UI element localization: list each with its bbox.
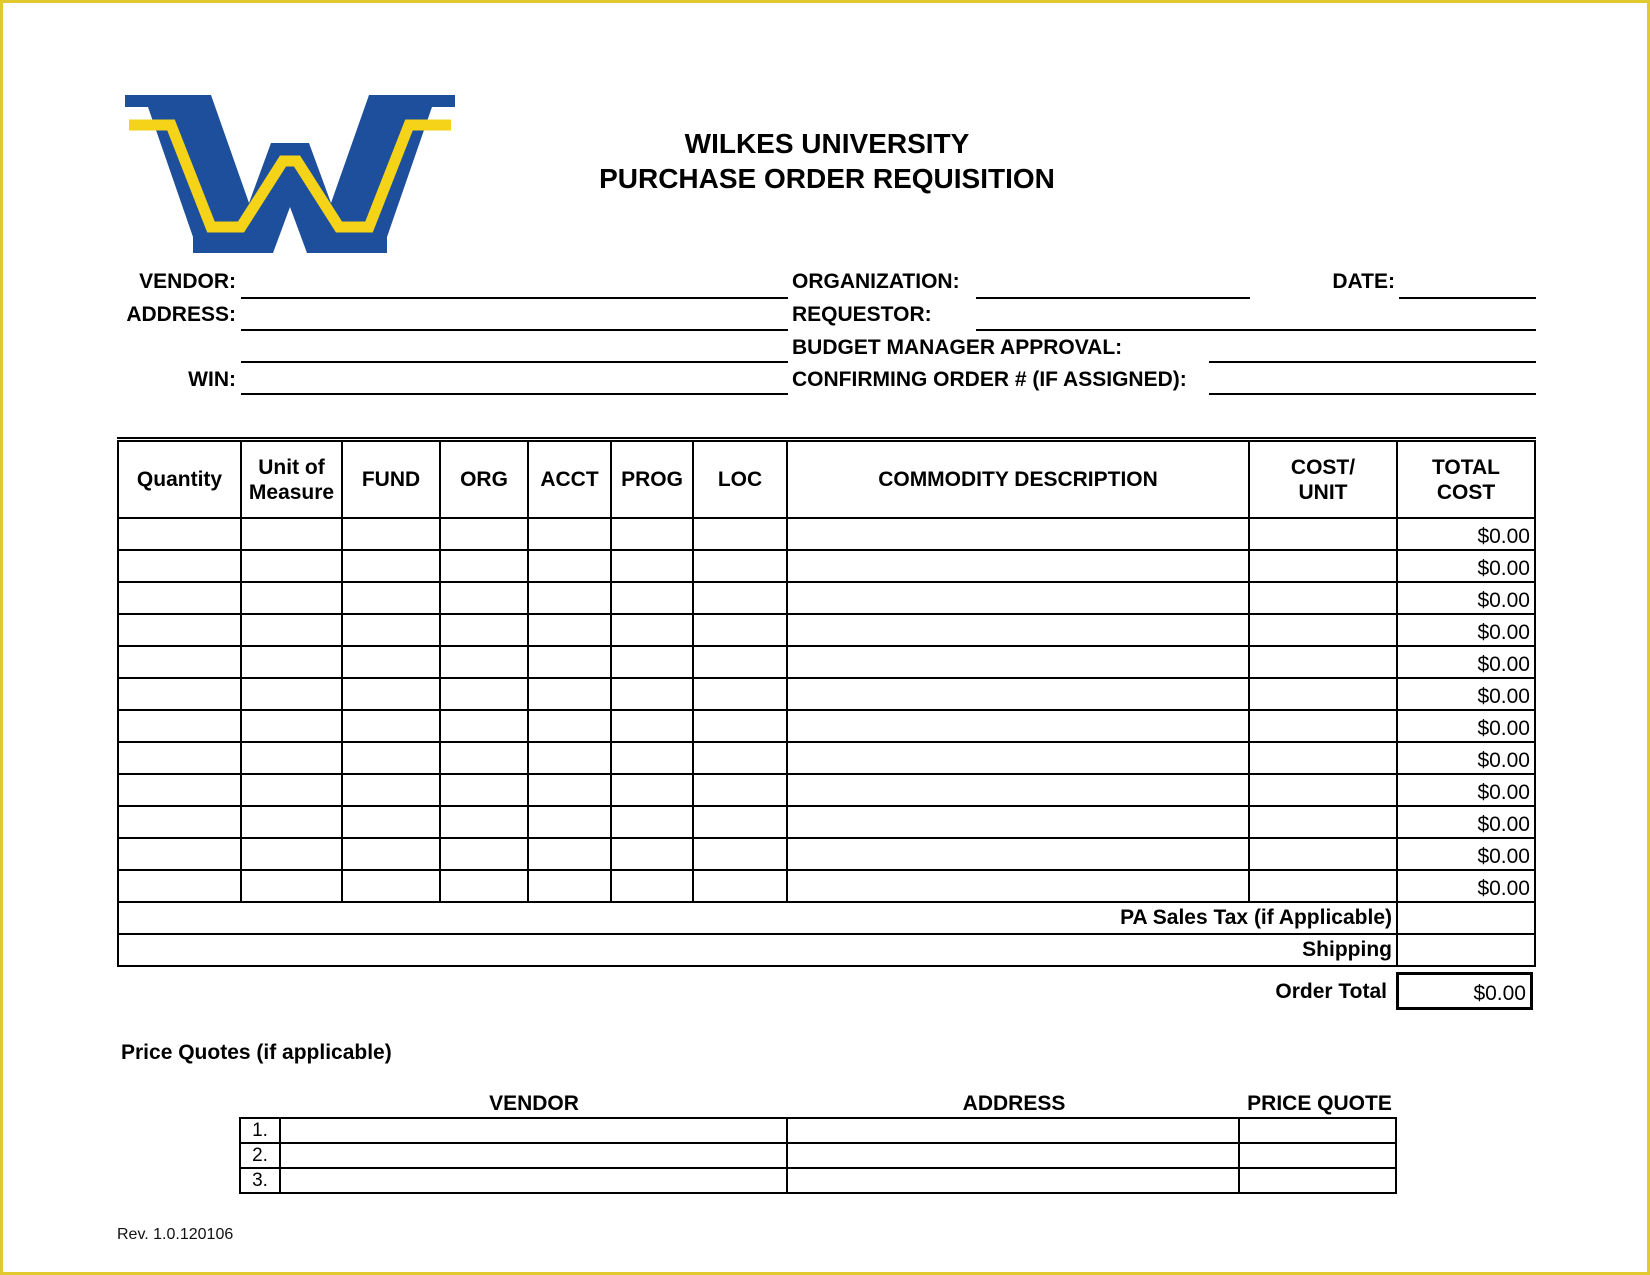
cell-cost-per-unit[interactable]: [1249, 582, 1397, 614]
header-org: ORG: [440, 440, 528, 519]
address-label: ADDRESS:: [126, 303, 236, 326]
line-items-table: [117, 437, 1536, 967]
cell-unit-of-measure[interactable]: [241, 774, 342, 806]
quote-row: [240, 1143, 1396, 1168]
cell-loc[interactable]: [693, 646, 787, 678]
cell-loc[interactable]: [693, 870, 787, 902]
cell-org[interactable]: [440, 774, 528, 806]
cell-cost-per-unit[interactable]: [1249, 646, 1397, 678]
header-quantity: Quantity: [118, 440, 241, 519]
cell-fund[interactable]: [342, 646, 440, 678]
budget-manager-approval-label: BUDGET MANAGER APPROVAL:: [792, 336, 1123, 359]
cell-commodity-description[interactable]: [787, 518, 1249, 550]
quotes-header-vendor: VENDOR: [489, 1092, 579, 1115]
cell-acct[interactable]: [528, 710, 611, 742]
cell-org[interactable]: [440, 838, 528, 870]
order-total-label: Order Total: [1275, 980, 1387, 1003]
cell-acct[interactable]: [528, 774, 611, 806]
cell-quantity[interactable]: [118, 518, 241, 550]
quote-cell-address[interactable]: [787, 1143, 1239, 1168]
cell-loc[interactable]: [693, 710, 787, 742]
header-unit-of-measure: [241, 440, 342, 519]
shipping-value-cell[interactable]: [1397, 934, 1535, 966]
cell-fund[interactable]: [342, 518, 440, 550]
cell-quantity[interactable]: [118, 614, 241, 646]
sales-tax-row: [118, 902, 1535, 934]
shipping-row: [118, 934, 1535, 966]
cell-commodity-description[interactable]: [787, 806, 1249, 838]
organization-line[interactable]: [976, 297, 1250, 299]
header-cost-per-unit-text: COST/ UNIT: [1290, 455, 1356, 504]
cell-commodity-description[interactable]: [787, 710, 1249, 742]
quote-cell-price-quote[interactable]: [1239, 1168, 1396, 1193]
cell-loc[interactable]: [693, 582, 787, 614]
vendor-line[interactable]: [241, 297, 788, 299]
revision-label: Rev. 1.0.120106: [117, 1226, 234, 1243]
cell-prog[interactable]: [611, 774, 693, 806]
quotes-header-address: ADDRESS: [962, 1092, 1066, 1115]
cell-total-cost: $0.00: [1397, 774, 1535, 806]
cell-cost-per-unit[interactable]: [1249, 870, 1397, 902]
cell-commodity-description[interactable]: [787, 870, 1249, 902]
cell-fund[interactable]: [342, 550, 440, 582]
cell-loc[interactable]: [693, 806, 787, 838]
cell-commodity-description[interactable]: [787, 838, 1249, 870]
cell-quantity[interactable]: [118, 710, 241, 742]
quote-cell-address[interactable]: [787, 1168, 1239, 1193]
cell-org[interactable]: [440, 646, 528, 678]
cell-fund[interactable]: [342, 774, 440, 806]
cell-loc[interactable]: [693, 742, 787, 774]
cell-prog[interactable]: [611, 582, 693, 614]
table-row: [118, 518, 1535, 550]
cell-prog[interactable]: [611, 518, 693, 550]
table-row: [118, 710, 1535, 742]
cell-quantity[interactable]: [118, 870, 241, 902]
cell-cost-per-unit[interactable]: [1249, 678, 1397, 710]
table-row: [118, 582, 1535, 614]
cell-org[interactable]: [440, 614, 528, 646]
quote-cell-price-quote[interactable]: [1239, 1143, 1396, 1168]
address-line-1[interactable]: [241, 329, 788, 331]
quote-row: [240, 1168, 1396, 1193]
cell-total-cost: $0.00: [1397, 870, 1535, 902]
cell-unit-of-measure[interactable]: [241, 806, 342, 838]
cell-acct[interactable]: [528, 646, 611, 678]
cell-prog[interactable]: [611, 806, 693, 838]
table-row: [118, 678, 1535, 710]
table-row: [118, 774, 1535, 806]
cell-org[interactable]: [440, 870, 528, 902]
cell-cost-per-unit[interactable]: [1249, 774, 1397, 806]
cell-unit-of-measure[interactable]: [241, 870, 342, 902]
cell-commodity-description[interactable]: [787, 678, 1249, 710]
cell-total-cost: $0.00: [1397, 806, 1535, 838]
header-commodity-description: COMMODITY DESCRIPTION: [787, 440, 1249, 519]
cell-org[interactable]: [440, 806, 528, 838]
table-row: [118, 646, 1535, 678]
header-cost-per-unit: [1249, 440, 1397, 519]
cell-total-cost: $0.00: [1397, 710, 1535, 742]
cell-fund[interactable]: [342, 806, 440, 838]
cell-org[interactable]: [440, 742, 528, 774]
cell-unit-of-measure[interactable]: [241, 614, 342, 646]
cell-fund[interactable]: [342, 710, 440, 742]
cell-total-cost: $0.00: [1397, 646, 1535, 678]
logo-blue-shape: [125, 95, 455, 253]
cell-prog[interactable]: [611, 646, 693, 678]
quote-cell-vendor[interactable]: [280, 1118, 787, 1143]
sales-tax-label: PA Sales Tax (if Applicable): [118, 902, 1397, 934]
cell-loc[interactable]: [693, 550, 787, 582]
cell-total-cost: $0.00: [1397, 550, 1535, 582]
cell-fund[interactable]: [342, 614, 440, 646]
cell-prog[interactable]: [611, 742, 693, 774]
cell-unit-of-measure[interactable]: [241, 582, 342, 614]
header-loc: LOC: [693, 440, 787, 519]
table-row: [118, 742, 1535, 774]
quote-row-number: 2.: [240, 1143, 280, 1168]
price-quotes-title: Price Quotes (if applicable): [121, 1041, 392, 1064]
cell-total-cost: $0.00: [1397, 678, 1535, 710]
cell-acct[interactable]: [528, 614, 611, 646]
cell-acct[interactable]: [528, 678, 611, 710]
win-label: WIN:: [188, 368, 236, 391]
cell-commodity-description[interactable]: [787, 550, 1249, 582]
cell-fund[interactable]: [342, 678, 440, 710]
table-row: [118, 614, 1535, 646]
quotes-header-price-quote: PRICE QUOTE: [1247, 1092, 1392, 1115]
cell-prog[interactable]: [611, 838, 693, 870]
cell-acct[interactable]: [528, 838, 611, 870]
cell-unit-of-measure[interactable]: [241, 678, 342, 710]
cell-quantity[interactable]: [118, 838, 241, 870]
cell-acct[interactable]: [528, 806, 611, 838]
cell-prog[interactable]: [611, 870, 693, 902]
requestor-line[interactable]: [976, 329, 1536, 331]
price-quotes-table: [239, 1117, 1397, 1194]
budget-manager-approval-line[interactable]: [1209, 361, 1536, 363]
cell-quantity[interactable]: [118, 678, 241, 710]
win-line[interactable]: [241, 393, 788, 395]
cell-commodity-description[interactable]: [787, 646, 1249, 678]
cell-cost-per-unit[interactable]: [1249, 806, 1397, 838]
cell-total-cost: $0.00: [1397, 614, 1535, 646]
quote-row-number: 1.: [240, 1118, 280, 1143]
table-row: [118, 806, 1535, 838]
cell-cost-per-unit[interactable]: [1249, 742, 1397, 774]
table-row: [118, 838, 1535, 870]
cell-org[interactable]: [440, 678, 528, 710]
cell-org[interactable]: [440, 710, 528, 742]
header-unit-of-measure-text: Unit of Measure: [248, 455, 335, 504]
address-line-2[interactable]: [241, 361, 788, 363]
cell-prog[interactable]: [611, 614, 693, 646]
cell-unit-of-measure[interactable]: [241, 646, 342, 678]
cell-cost-per-unit[interactable]: [1249, 518, 1397, 550]
header-total-cost-text: TOTAL COST: [1431, 455, 1501, 504]
cell-loc[interactable]: [693, 678, 787, 710]
cell-acct[interactable]: [528, 742, 611, 774]
cell-loc[interactable]: [693, 614, 787, 646]
header-acct: ACCT: [528, 440, 611, 519]
quote-row-number: 3.: [240, 1168, 280, 1193]
organization-label: ORGANIZATION:: [792, 270, 960, 293]
cell-acct[interactable]: [528, 582, 611, 614]
cell-acct[interactable]: [528, 518, 611, 550]
cell-quantity[interactable]: [118, 742, 241, 774]
cell-fund[interactable]: [342, 838, 440, 870]
cell-acct[interactable]: [528, 870, 611, 902]
cell-total-cost: $0.00: [1397, 742, 1535, 774]
cell-prog[interactable]: [611, 710, 693, 742]
quote-cell-price-quote[interactable]: [1239, 1118, 1396, 1143]
cell-quantity[interactable]: [118, 550, 241, 582]
cell-quantity[interactable]: [118, 646, 241, 678]
sales-tax-value-cell[interactable]: [1397, 902, 1535, 934]
cell-cost-per-unit[interactable]: [1249, 550, 1397, 582]
cell-unit-of-measure[interactable]: [241, 742, 342, 774]
date-line[interactable]: [1399, 297, 1536, 299]
cell-total-cost: $0.00: [1397, 518, 1535, 550]
cell-loc[interactable]: [693, 838, 787, 870]
cell-quantity[interactable]: [118, 806, 241, 838]
cell-commodity-description[interactable]: [787, 582, 1249, 614]
order-total-value: $0.00: [1396, 972, 1533, 1010]
cell-quantity[interactable]: [118, 582, 241, 614]
cell-commodity-description[interactable]: [787, 614, 1249, 646]
cell-unit-of-measure[interactable]: [241, 838, 342, 870]
quote-cell-vendor[interactable]: [280, 1143, 787, 1168]
confirming-order-label: CONFIRMING ORDER # (IF ASSIGNED):: [792, 368, 1187, 391]
cell-unit-of-measure[interactable]: [241, 518, 342, 550]
cell-org[interactable]: [440, 582, 528, 614]
cell-commodity-description[interactable]: [787, 742, 1249, 774]
cell-unit-of-measure[interactable]: [241, 550, 342, 582]
table-header-row: [118, 440, 1535, 519]
header-total-cost: [1397, 440, 1535, 519]
vendor-label: VENDOR:: [139, 270, 236, 293]
cell-org[interactable]: [440, 550, 528, 582]
cell-cost-per-unit[interactable]: [1249, 838, 1397, 870]
university-name: WILKES UNIVERSITY: [684, 128, 970, 159]
cell-unit-of-measure[interactable]: [241, 710, 342, 742]
cell-loc[interactable]: [693, 518, 787, 550]
cell-quantity[interactable]: [118, 774, 241, 806]
cell-prog[interactable]: [611, 550, 693, 582]
confirming-order-line[interactable]: [1209, 393, 1536, 395]
cell-fund[interactable]: [342, 870, 440, 902]
shipping-label: Shipping: [118, 934, 1397, 966]
cell-fund[interactable]: [342, 582, 440, 614]
form-title: PURCHASE ORDER REQUISITION: [599, 163, 1055, 194]
table-row: [118, 550, 1535, 582]
cell-acct[interactable]: [528, 550, 611, 582]
requestor-label: REQUESTOR:: [792, 303, 932, 326]
cell-prog[interactable]: [611, 678, 693, 710]
cell-commodity-description[interactable]: [787, 774, 1249, 806]
quote-cell-vendor[interactable]: [280, 1168, 787, 1193]
header-prog: PROG: [611, 440, 693, 519]
cell-total-cost: $0.00: [1397, 838, 1535, 870]
cell-fund[interactable]: [342, 742, 440, 774]
table-row: [118, 870, 1535, 902]
cell-cost-per-unit[interactable]: [1249, 614, 1397, 646]
quote-row: [240, 1118, 1396, 1143]
cell-total-cost: $0.00: [1397, 582, 1535, 614]
cell-cost-per-unit[interactable]: [1249, 710, 1397, 742]
quote-cell-address[interactable]: [787, 1118, 1239, 1143]
cell-loc[interactable]: [693, 774, 787, 806]
wilkes-w-logo: [125, 95, 455, 253]
header-fund: FUND: [342, 440, 440, 519]
cell-org[interactable]: [440, 518, 528, 550]
date-label: DATE:: [1332, 270, 1395, 293]
